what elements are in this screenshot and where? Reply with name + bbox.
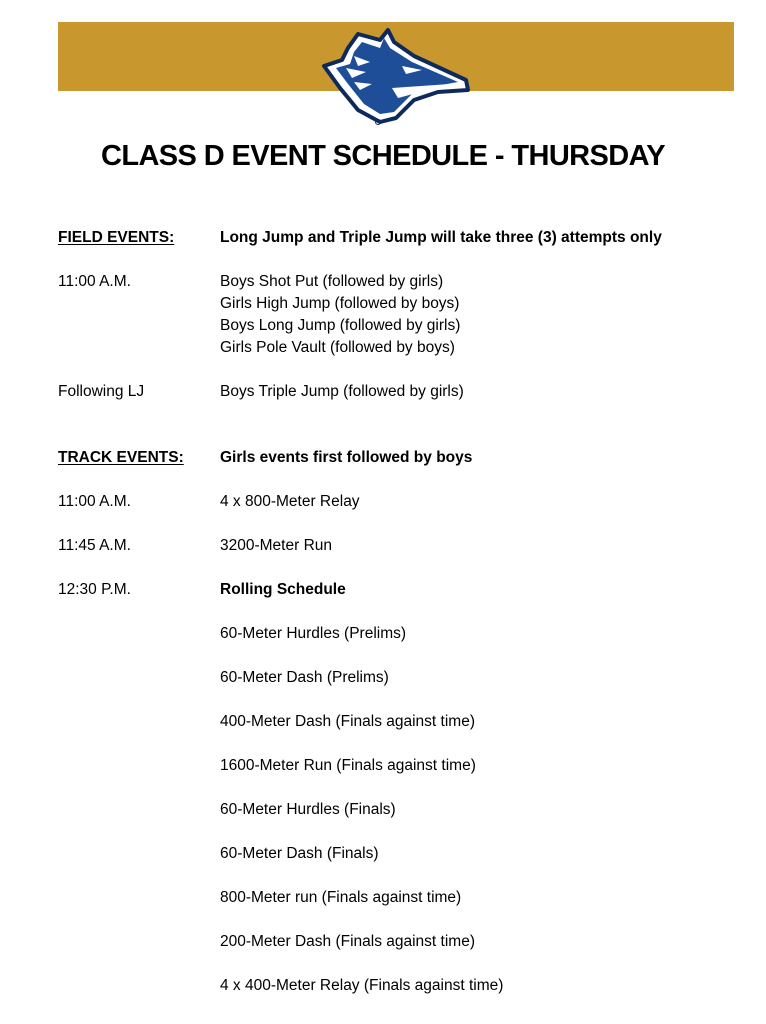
rolling-event: 60-Meter Dash (Finals) [220, 845, 379, 862]
rolling-event: 60-Meter Hurdles (Finals) [220, 801, 396, 818]
rolling-event: 60-Meter Dash (Prelims) [220, 669, 389, 686]
track-time: 11:00 A.M. [58, 493, 131, 510]
field-event: Boys Shot Put (followed by girls) [220, 273, 444, 290]
maverick-horse-logo-icon [318, 26, 470, 126]
rolling-schedule-label: Rolling Schedule [220, 581, 346, 598]
rolling-event: 800-Meter run (Finals against time) [220, 889, 462, 906]
field-time: 11:00 A.M. [58, 273, 131, 290]
field-event: Girls Pole Vault (followed by boys) [220, 339, 455, 356]
field-event: Boys Long Jump (followed by girls) [220, 317, 461, 334]
field-event: Boys Triple Jump (followed by girls) [220, 383, 464, 400]
track-events-heading: TRACK EVENTS: [58, 449, 184, 466]
rolling-event: 60-Meter Hurdles (Prelims) [220, 625, 407, 642]
rolling-event: 200-Meter Dash (Finals against time) [220, 933, 475, 950]
rolling-event: 400-Meter Dash (Finals against time) [220, 713, 475, 730]
track-event: 3200-Meter Run [220, 537, 333, 554]
track-events-note: Girls events first followed by boys [220, 449, 473, 466]
page-title: CLASS D EVENT SCHEDULE - THURSDAY [100, 140, 666, 172]
track-event: 4 x 800-Meter Relay [220, 493, 360, 510]
track-time: 11:45 A.M. [58, 537, 131, 554]
field-event: Girls High Jump (followed by boys) [220, 295, 460, 312]
track-time: 12:30 P.M. [58, 581, 131, 598]
field-event-list [220, 271, 460, 359]
rolling-event: 1600-Meter Run (Finals against time) [220, 757, 476, 774]
rolling-event: 4 x 400-Meter Relay (Finals against time) [220, 977, 504, 994]
field-events-note: Long Jump and Triple Jump will take three (3) attempts only [220, 229, 662, 246]
field-time: Following LJ [58, 383, 145, 400]
field-events-heading: FIELD EVENTS: [58, 229, 175, 246]
